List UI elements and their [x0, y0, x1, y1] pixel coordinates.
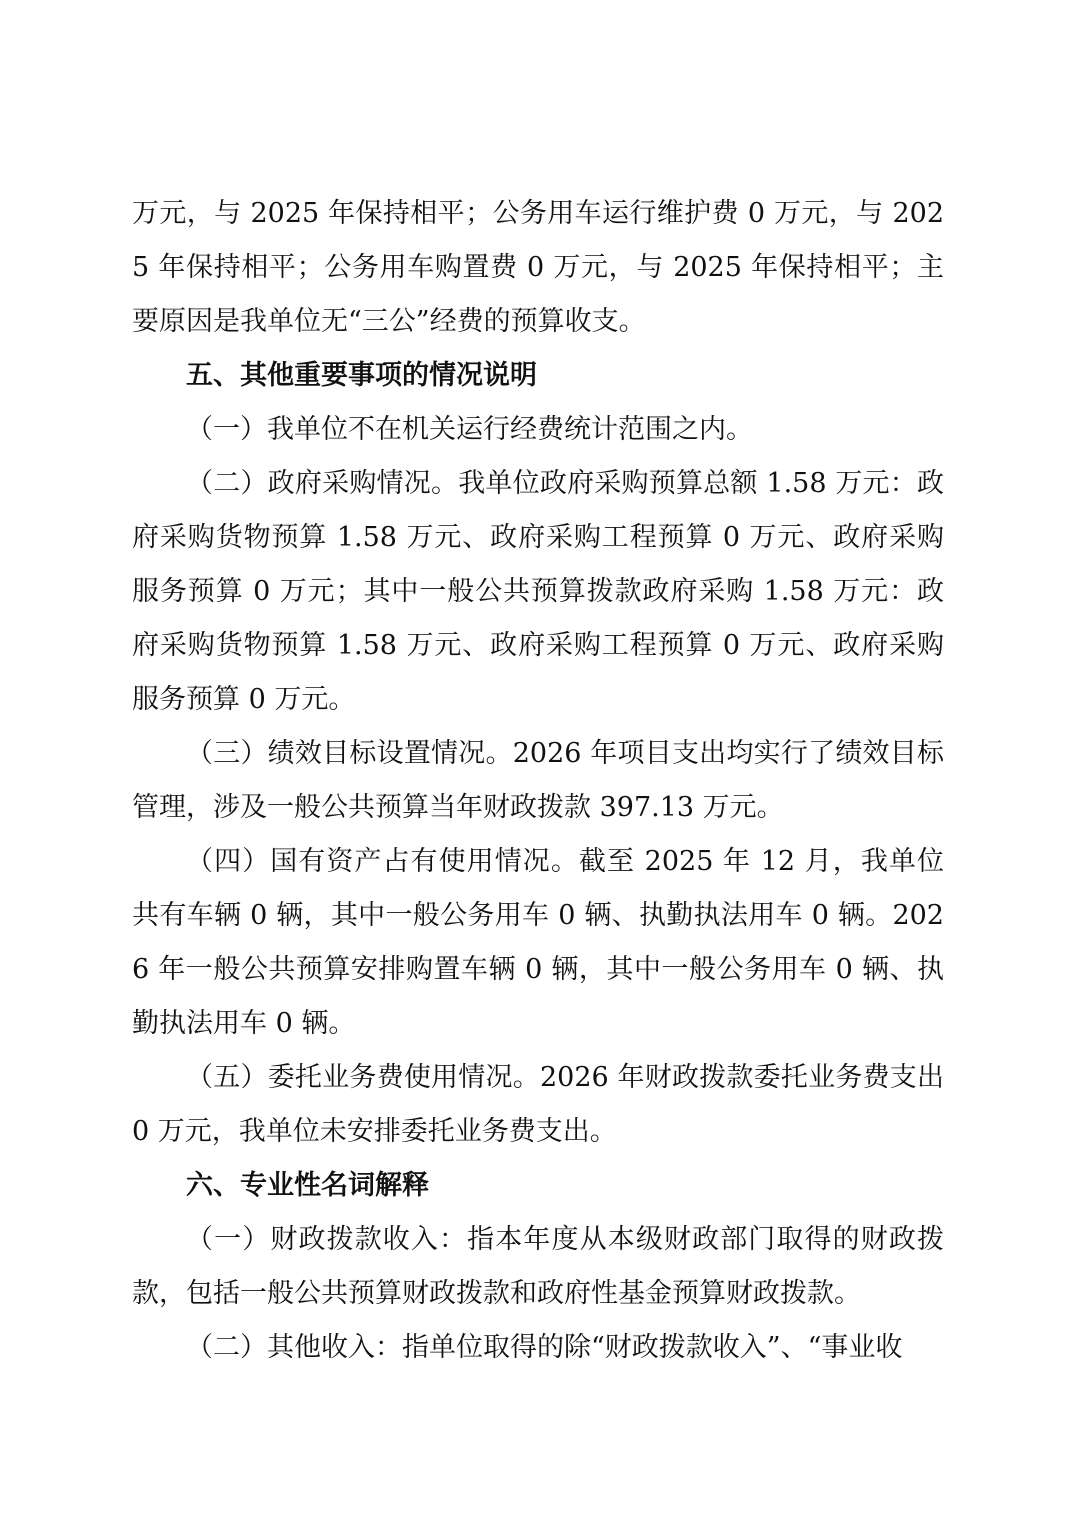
intro-paragraph: 万元，与 2025 年保持相平；公务用车运行维护费 0 万元，与 2025 年保持相平；公务用车购置费 0 万元，与 2025 年保持相平；主要原因是我单位无“三公”经费的预算收支。	[132, 198, 944, 337]
section-5-item-4: （四）国有资产占有使用情况。截至 2025 年 12 月，我单位共有车辆 0 辆，其中一般公务用车 0 辆、执勤执法用车 0 辆。2026 年一般公共预算安排购置车辆 0 辆，其中一般公务用车 0 辆、执勤执法用车 0 辆。	[132, 846, 944, 1039]
section-6-item-2: （二）其他收入：指单位取得的除“财政拨款收入”、“事业收	[186, 1332, 903, 1363]
section-5-item-5: （五）委托业务费使用情况。2026 年财政拨款委托业务费支出 0 万元，我单位未安排委托业务费支出。	[132, 1062, 944, 1147]
section-5-item-3: （三）绩效目标设置情况。2026 年项目支出均实行了绩效目标管理，涉及一般公共预算当年财政拨款 397.13 万元。	[132, 738, 944, 823]
document-body	[132, 187, 944, 1375]
section-6-heading: 六、专业性名词解释	[186, 1170, 429, 1201]
section-6-item-1: （一）财政拨款收入：指本年度从本级财政部门取得的财政拨款，包括一般公共预算财政拨款和政府性基金预算财政拨款。	[132, 1224, 944, 1309]
section-5-item-1: （一）我单位不在机关运行经费统计范围之内。	[186, 414, 753, 445]
section-5-heading: 五、其他重要事项的情况说明	[186, 360, 537, 391]
section-5-item-2: （二）政府采购情况。我单位政府采购预算总额 1.58 万元：政府采购货物预算 1.58 万元、政府采购工程预算 0 万元、政府采购服务预算 0 万元；其中一般公共预算拨款政府采购 1.58 万元：政府采购货物预算 1.58 万元、政府采购工程预算 0 万元、政府采购服务预算 0 万元。	[132, 468, 944, 715]
